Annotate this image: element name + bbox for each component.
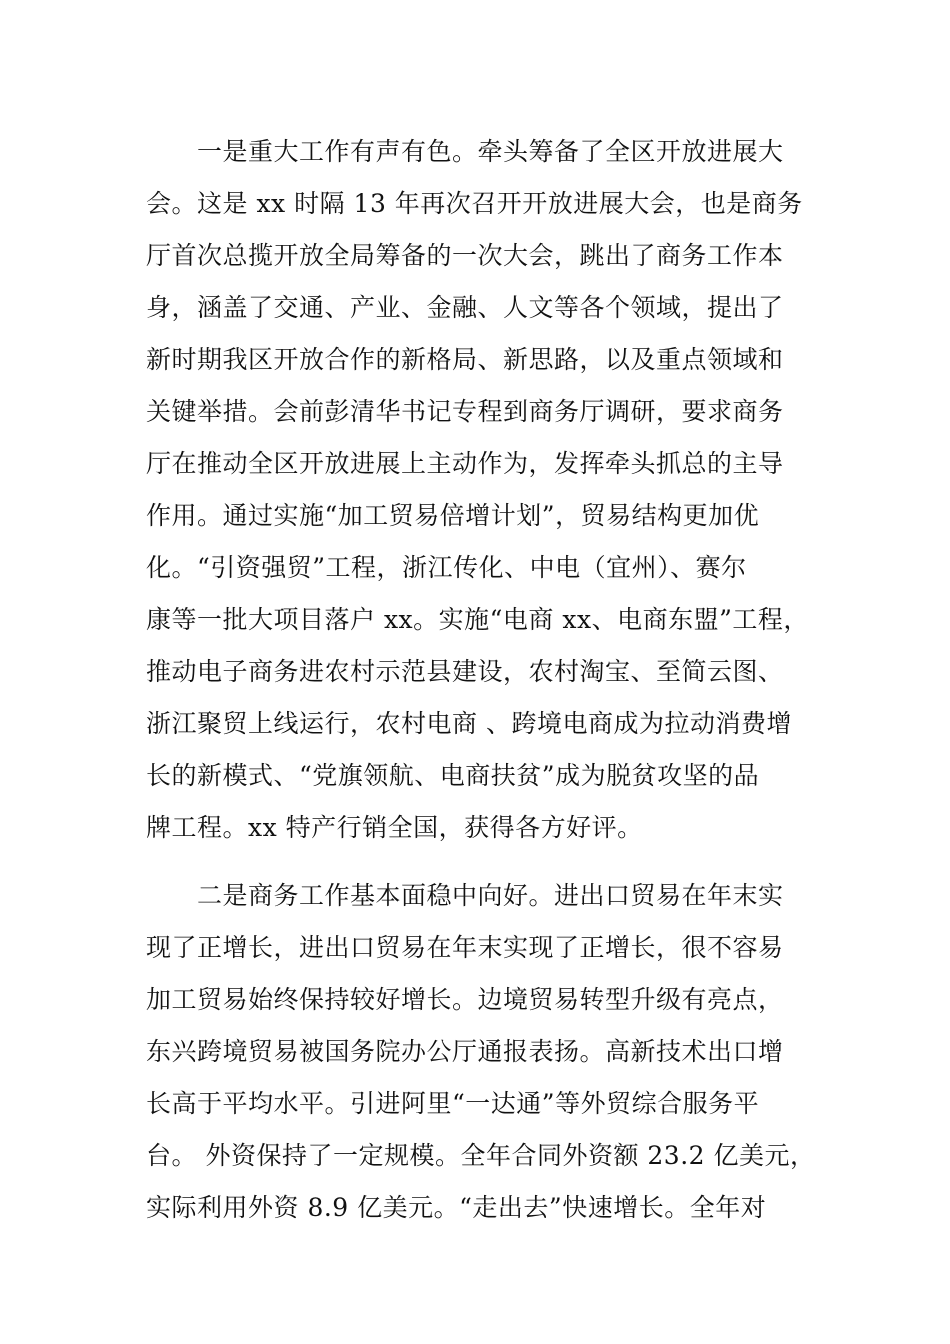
text-line: 推动电子商务进农村示范县建设，农村淘宝、至简云图、 xyxy=(146,657,784,686)
text-line: 厅在推动全区开放进展上主动作为，发挥牵头抓总的主导 xyxy=(146,449,784,478)
text-line: 台。 外资保持了一定规模。全年合同外资额 23.2 亿美元， xyxy=(146,1141,816,1170)
text-line: 牌工程。xx 特产行销全国，获得各方好评。 xyxy=(146,813,643,842)
text-line: 康等一批大项目落户 xx。实施“电商 xx、电商东盟”工程， xyxy=(146,605,809,634)
paragraph-1 xyxy=(146,126,826,854)
text-line: 新时期我区开放合作的新格局、新思路，以及重点领域和 xyxy=(146,345,784,374)
text-line: 身，涵盖了交通、产业、金融、人文等各个领域，提出了 xyxy=(146,293,784,322)
paragraph-2 xyxy=(146,870,826,1234)
text-line: 会。这是 xx 时隔 13 年再次召开开放进展大会，也是商务 xyxy=(146,189,803,218)
text-line: 长高于平均水平。引进阿里“一达通”等外贸综合服务平 xyxy=(146,1089,760,1118)
text-line: 加工贸易始终保持较好增长。边境贸易转型升级有亮点， xyxy=(146,985,784,1014)
text-line: 作用。通过实施“加工贸易倍增计划”，贸易结构更加优 xyxy=(146,501,760,530)
text-line: 实际利用外资 8.9 亿美元。“走出去”快速增长。全年对 xyxy=(146,1193,767,1222)
text-line: 长的新模式、“党旗领航、电商扶贫”成为脱贫攻坚的品 xyxy=(146,761,760,790)
text-line: 现了正增长，进出口贸易在年末实现了正增长，很不容易 xyxy=(146,933,784,962)
text-line: 浙江聚贸上线运行，农村电商 、跨境电商成为拉动消费增 xyxy=(146,709,792,738)
text-line: 化。“引资强贸”工程，浙江传化、中电（宜州）、赛尔 xyxy=(146,553,747,582)
text-line: 二是商务工作基本面稳中向好。进出口贸易在年末实 xyxy=(146,881,784,910)
text-line: 东兴跨境贸易被国务院办公厅通报表扬。高新技术出口增 xyxy=(146,1037,784,1066)
text-line: 一是重大工作有声有色。牵头筹备了全区开放进展大 xyxy=(146,137,784,166)
text-line: 厅首次总揽开放全局筹备的一次大会，跳出了商务工作本 xyxy=(146,241,784,270)
text-line: 关键举措。会前彭清华书记专程到商务厅调研，要求商务 xyxy=(146,397,784,426)
